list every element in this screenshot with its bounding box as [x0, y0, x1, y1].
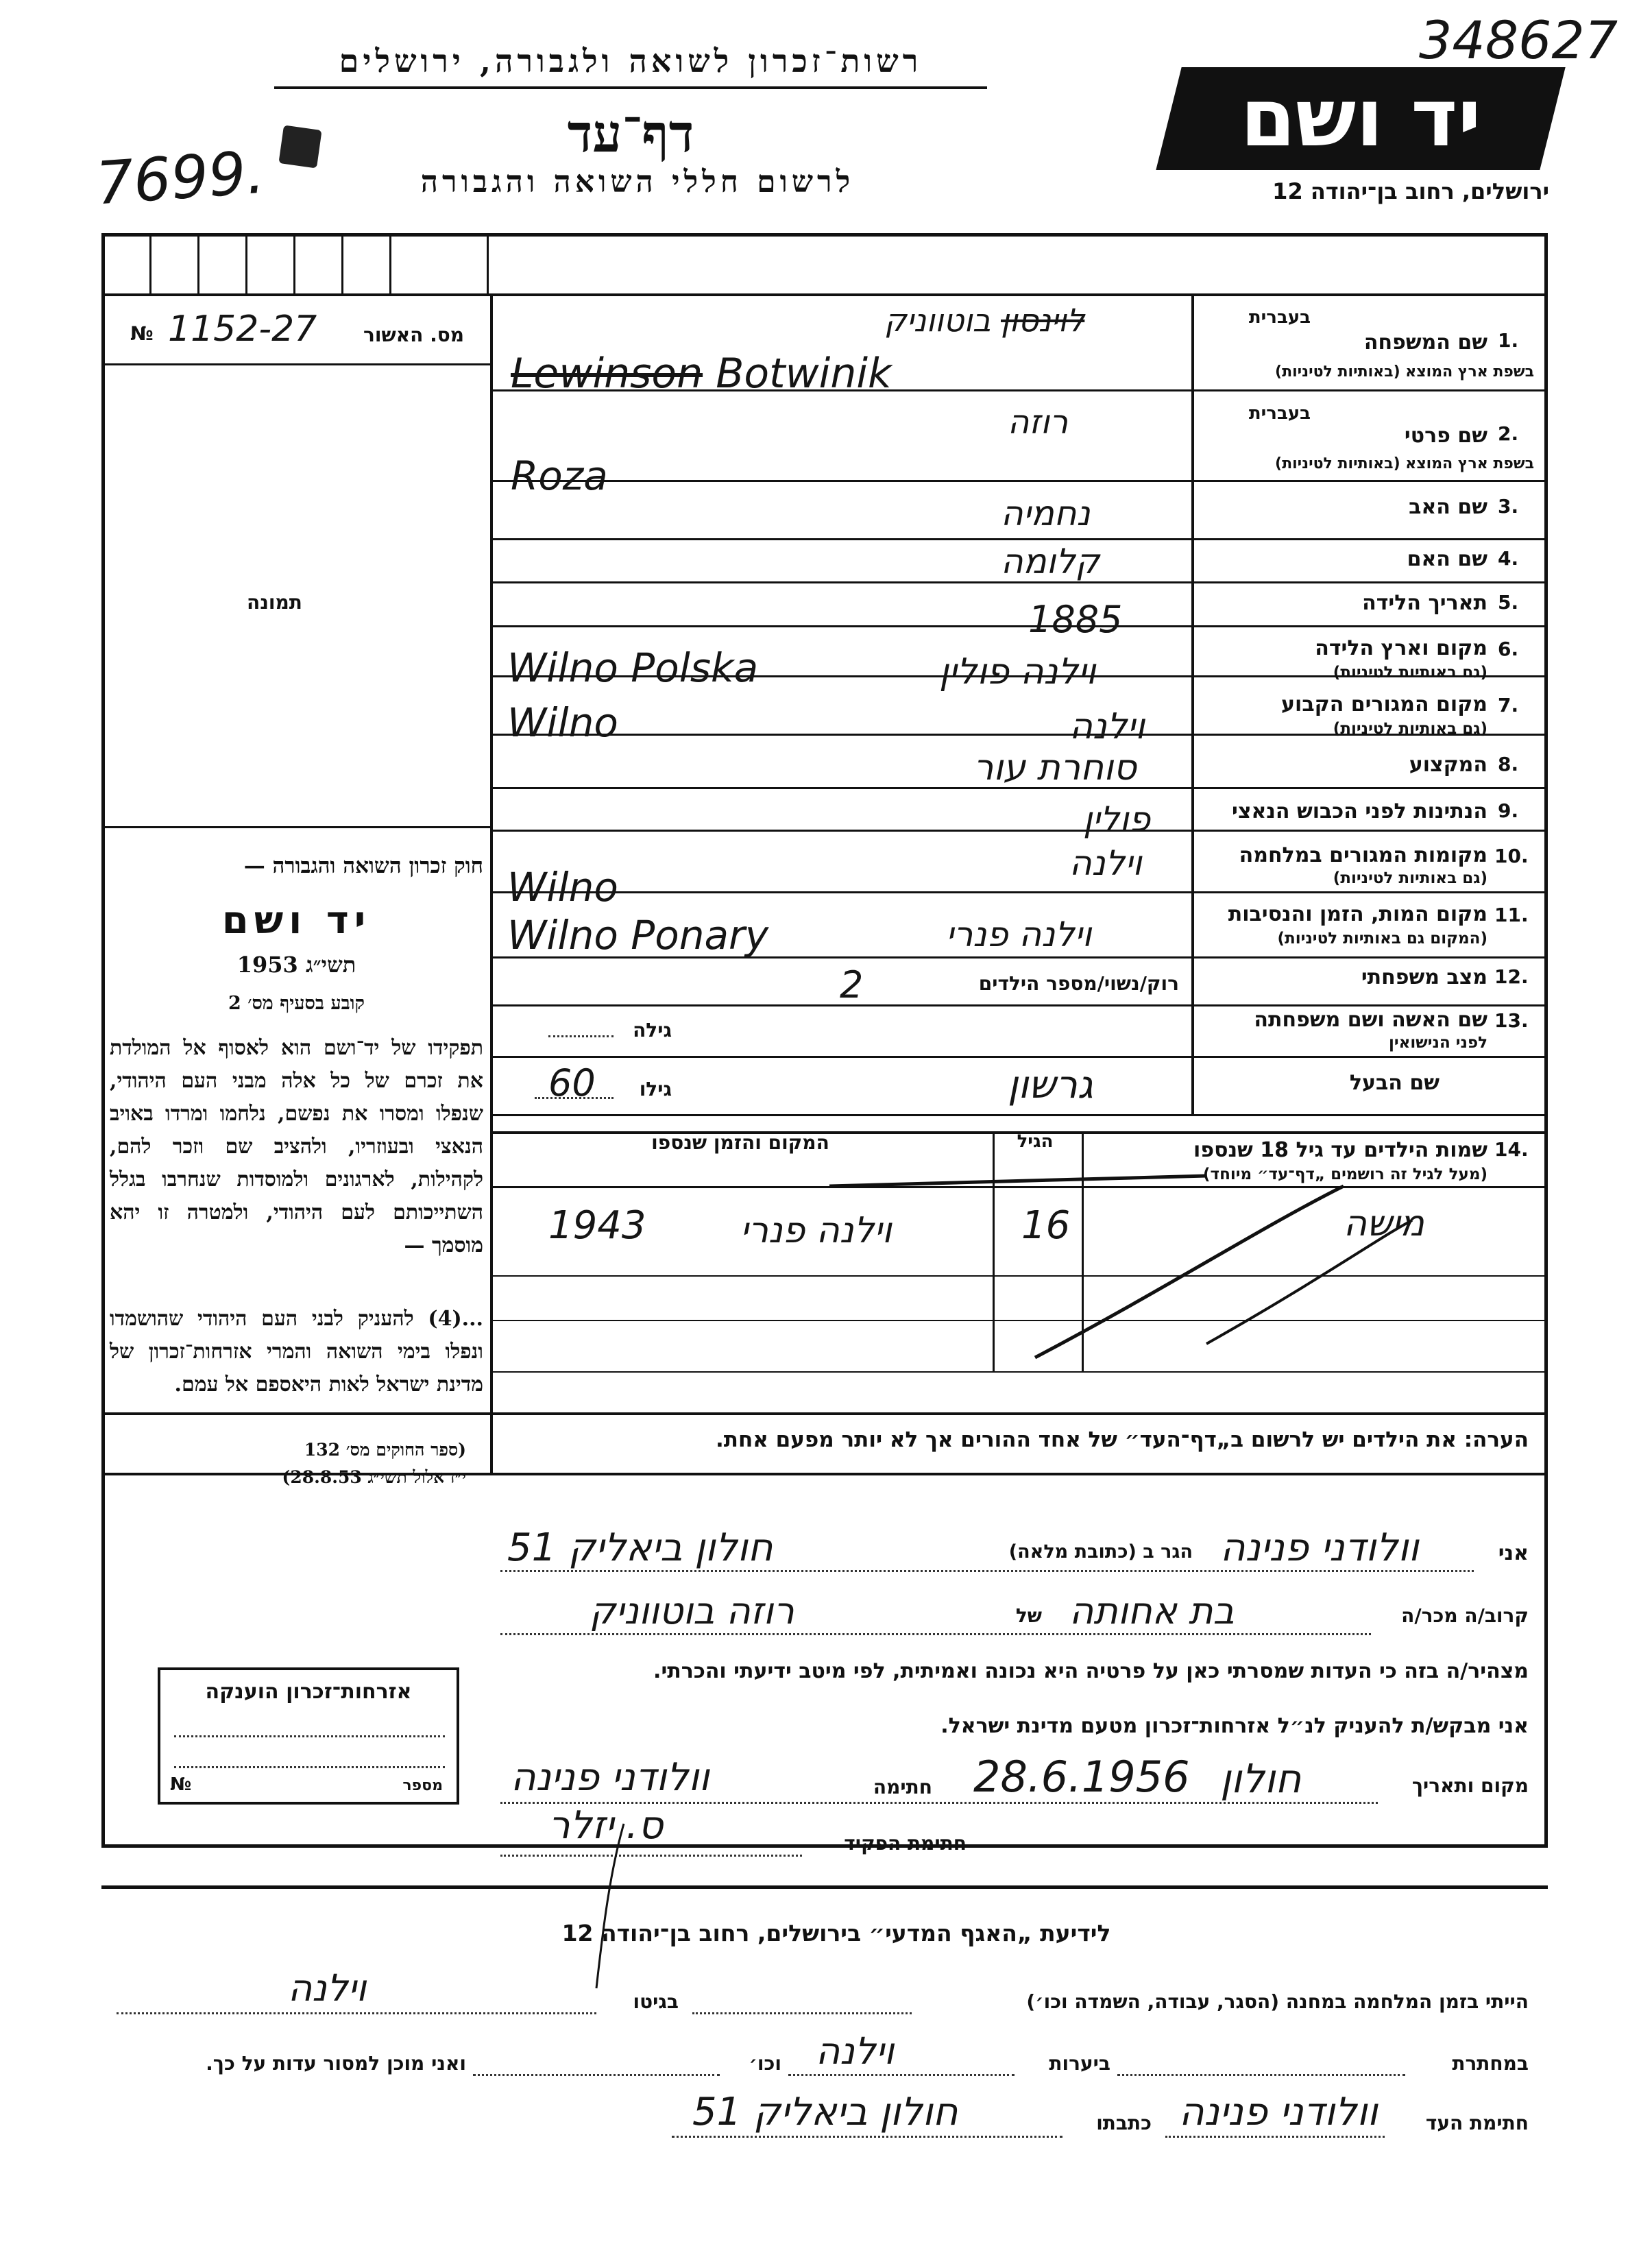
- child-1-year: 1943: [548, 1203, 646, 1248]
- field-2-hebrew-tag: בעברית: [1248, 403, 1311, 424]
- field-11-note: (המקום גם באותיות לטיניות): [1277, 930, 1487, 948]
- footer-title: לידיעת „האגף המדעי״ בירושלים, רחוב בן־יהודה 12: [561, 1920, 1111, 1946]
- field-1-label: שם המשפחה: [1363, 330, 1487, 354]
- decl-relative-label: קרוב/ה מכר/ה: [1401, 1604, 1529, 1627]
- field-5-value: 1885: [1028, 598, 1123, 641]
- field-1-latin-note: בשפת ארץ המוצא (באותיות לטיניות): [1275, 363, 1534, 381]
- child-1-age: 16: [1021, 1203, 1071, 1248]
- field-1-hebrew-tag: בעברית: [1248, 307, 1311, 328]
- field-6-value-hebrew: וילנה פולין: [939, 651, 1096, 692]
- husband-age-value: 60: [548, 1061, 596, 1105]
- children-label: שמות הילדים עד גיל 18 שנספו: [1193, 1138, 1487, 1162]
- children-note: (מעל לגיל זה רושמים „דף־עד״ מיוחד): [1203, 1166, 1487, 1183]
- field-10-note: (גם באותיות לטיניות): [1333, 869, 1487, 887]
- decl-statement: מצהיר/ה בזה כי העדות שמסרתי כאן על פרטיה היא נכונה ואמיתית, לפי מיטב ידיעתי והכרתי.: [653, 1659, 1529, 1683]
- field-10-number: 10.: [1494, 845, 1529, 867]
- law-clause: קובע בסעיף מס׳ 2: [228, 993, 365, 1014]
- approval-number: 1152-27: [168, 309, 317, 350]
- field-1-hebrew-struck: לוינסון: [1001, 302, 1085, 339]
- field-2-label: שם פרטי: [1404, 424, 1487, 448]
- footer-ready-label: ואני מוכן למסור עדות על כך.: [206, 2052, 466, 2075]
- strike-line-2: [1035, 1186, 1344, 1358]
- top-boxes-rule: [101, 293, 1548, 296]
- field-1-hebrew: בוטווניק: [884, 302, 991, 339]
- decl-relation: בת אחותה: [1069, 1589, 1235, 1632]
- law-title: חוק זכרון השואה והגבורה —: [243, 854, 483, 878]
- cert-box-no-mark: №: [170, 1774, 192, 1795]
- footer-etc-label: וכו׳: [749, 2052, 781, 2075]
- law-body-2: ...(4) להעניק לבני העם היהודי שהושמדו ונפלו בימי השואה והמרי אזרחות־זכרון של מדינת ישראל לאות היאספם אל עמם.: [110, 1307, 483, 1397]
- field-3-label: שם האב: [1409, 495, 1487, 519]
- field-5-number: 5.: [1498, 591, 1519, 614]
- law-body: תפקידו של יד־ושם הוא לאסוף אל המולדת את זכרם של כל אלה מבני העם היהודי, שנפלו ומסרו את נפשם, נלחמו ומרדו באויב הנאצי ובעוזריו, ולהציב שם וזכר להם, לקהילות, לארגונים ולמוסדות שנחרבו בגלל השתייכותם לעם היהודי, ולמטרה זו יהא מוסמך —: [110, 1036, 483, 1257]
- law-year: תשי״ג 1953: [236, 952, 356, 978]
- decl-lives-label: הגר ב (כתובת מלאה): [1008, 1541, 1193, 1563]
- husband-value: גרשון: [1008, 1063, 1093, 1107]
- children-place-col: המקום והזמן שנספו: [651, 1131, 829, 1154]
- law-name: יד ושם: [221, 898, 372, 943]
- decl-date: 28.6.1956: [973, 1752, 1190, 1802]
- field-6-label: מקום וארץ הלידה: [1315, 636, 1487, 660]
- decl-of-label: של: [1015, 1604, 1042, 1627]
- approval-no-mark: №: [130, 322, 154, 345]
- field-4-number: 4.: [1498, 547, 1519, 570]
- decl-address: חולון ביאליק 51: [507, 1526, 773, 1570]
- field-11-number: 11.: [1494, 904, 1529, 926]
- witness-sig-label: חתימת העד: [1425, 2112, 1529, 2134]
- witness-signature: וולודני פנינה: [1179, 2090, 1378, 2134]
- witness-address-label: כתבתו: [1096, 2112, 1152, 2134]
- field-12-inline-label: רוק/נשוי/מספר הילדים: [978, 972, 1179, 995]
- field-12-number: 12.: [1494, 965, 1529, 988]
- decl-i-label: אני: [1498, 1541, 1529, 1565]
- field-9-label: הנתינות לפני הכבוש הנאצי: [1232, 799, 1487, 823]
- field-2-latin-note: בשפת ארץ המוצא (באותיות לטיניות): [1275, 455, 1534, 472]
- field-13-number: 13.: [1494, 1009, 1529, 1032]
- field-7-value-hebrew: וילנה: [1069, 706, 1145, 747]
- strike-line-1: [829, 1176, 1206, 1186]
- field-2-number: 2.: [1498, 422, 1519, 445]
- decl-of-name: רוזה בוטווניק: [590, 1589, 794, 1632]
- field-13-age-label: גילה: [633, 1019, 672, 1041]
- child-1-place: וילנה פנרי: [740, 1210, 892, 1251]
- form-title: דף־עד: [567, 103, 694, 164]
- field-11-label: מקום המות, הזמן והנסיבות: [1228, 902, 1487, 926]
- field-7-number: 7.: [1498, 694, 1519, 716]
- field-8-value: סוחרת עור: [973, 747, 1137, 788]
- field-10-label: מקומות המגורים במלחמה: [1239, 843, 1487, 867]
- footer-camp-label: הייתי בזמן המלחמה במחנה (הסגר, עבודה, השמדה וכו׳): [1026, 1990, 1529, 2013]
- field-9-number: 9.: [1498, 799, 1519, 822]
- field-13-label: שם האשה ושם משפחתה: [1254, 1008, 1487, 1032]
- field-12-value: 2: [840, 963, 864, 1006]
- field-10-value-latin: Wilno: [507, 864, 618, 911]
- field-6-note: (גם באותיות לטיניות): [1333, 664, 1487, 682]
- photo-label: תמונה: [247, 591, 302, 614]
- yad-vashem-logo: [1156, 67, 1565, 170]
- yv-address: ירושלים, רחוב בן־יהודה 12: [1272, 178, 1549, 204]
- field-7-note: (גם באותיות לטיניות): [1333, 720, 1487, 738]
- law-ref: (ספר החוקים מס׳ 132: [304, 1440, 466, 1460]
- field-3-value: נחמיה: [1001, 494, 1091, 533]
- field-1-latin: Botwinik: [716, 350, 892, 398]
- form-subtitle: לרשום חללי השואה והגבורה: [420, 165, 855, 200]
- field-3-number: 3.: [1498, 495, 1519, 518]
- stamp-mark: [278, 125, 321, 168]
- officer-signature: ס. יזלר: [548, 1803, 664, 1848]
- footer-hiding-label: במחתרת: [1452, 2052, 1529, 2075]
- memorial-citizenship-box: [158, 1667, 459, 1805]
- pen-stroke-path: [596, 1824, 624, 1988]
- strike-marks: [823, 1138, 1508, 1371]
- left-column-divider: [490, 293, 493, 1473]
- footer-forests-label: ביערות: [1049, 2052, 1110, 2075]
- decl-signature: וולודני פנינה: [511, 1755, 709, 1800]
- footer-ghetto-label: בגיטו: [633, 1990, 679, 2013]
- field-2-value-hebrew: רוזה: [1008, 403, 1069, 442]
- decl-place-date-label: מקום ותאריך: [1411, 1774, 1529, 1797]
- decl-request: אני מבקש/ת להעניק לנ״ל אזרחות־זכרון מטעם מדינת ישראל.: [940, 1714, 1529, 1738]
- field-8-label: המקצוע: [1409, 753, 1487, 777]
- handwritten-ref: 7699.: [93, 138, 267, 219]
- field-1-number: 1.: [1498, 329, 1519, 352]
- field-1-value-latin: [511, 350, 892, 398]
- footer-ghetto-value: וילנה: [288, 1966, 367, 2010]
- field-9-value: פולין: [1083, 799, 1151, 839]
- child-1-name: מישה: [1344, 1203, 1424, 1244]
- archive-number: 348627: [1419, 10, 1618, 71]
- children-number: 14.: [1494, 1138, 1529, 1161]
- children-age-col: הגיל: [1017, 1131, 1054, 1152]
- husband-age-label: גילו: [639, 1078, 672, 1100]
- decl-signature-label: חתימה: [873, 1776, 932, 1798]
- field-10-value-hebrew: וילנה: [1069, 843, 1142, 883]
- field-5-label: תאריך הלידה: [1362, 591, 1487, 615]
- cert-box-title: אזרחות־זכרון הוענקה: [205, 1680, 412, 1704]
- field-13-note: לפני הנישואין: [1389, 1034, 1487, 1052]
- field-1-value-hebrew: [884, 302, 1084, 339]
- field-6-number: 6.: [1498, 638, 1519, 660]
- field-7-value-latin: Wilno: [507, 699, 618, 746]
- field-4-value: קלומה: [1001, 542, 1100, 581]
- field-2-value-latin: Roza: [511, 453, 608, 499]
- decl-place: חולון: [1220, 1755, 1302, 1802]
- authority-heading: רשות־זכרון לשואה ולגבורה, ירושלים: [339, 43, 923, 80]
- witness-address: חולון ביאליק 51: [692, 2090, 958, 2134]
- field-6-value-latin: Wilno Polska: [507, 644, 759, 691]
- field-11-value-latin: Wilno Ponary: [507, 912, 769, 958]
- law-ref-2: י״ז אלול תשי״ג 28.8.53): [282, 1467, 466, 1487]
- officer-label: חתימת הפקיד: [844, 1832, 967, 1855]
- field-12-label: מצב משפחתי: [1361, 965, 1487, 989]
- husband-label: שם הבעל: [1349, 1071, 1440, 1095]
- field-1-latin-struck: Lewinson: [511, 350, 703, 398]
- remark-note: הערה: את הילדים יש לרשום ב„דף־העד״ של אחד ההורים אך לא יותר מפעם אחת.: [716, 1427, 1529, 1452]
- field-11-value-hebrew: וילנה פנרי: [946, 915, 1092, 954]
- footer-forests-value: וילנה: [816, 2029, 895, 2073]
- field-4-label: שם האם: [1407, 547, 1487, 571]
- field-7-label: מקום המגורים הקבוע: [1281, 692, 1487, 716]
- pen-stroke: [590, 1817, 644, 1995]
- approval-label: מס. האשור: [363, 324, 464, 346]
- label-column-divider: [1191, 293, 1194, 1116]
- decl-name: וולודני פנינה: [1220, 1526, 1419, 1570]
- cert-box-number-label: מספר: [402, 1777, 443, 1794]
- strike-line-3: [1206, 1220, 1412, 1344]
- header-rule: [274, 86, 987, 89]
- logo-text: יד ושם: [1240, 72, 1481, 165]
- field-8-number: 8.: [1498, 753, 1519, 775]
